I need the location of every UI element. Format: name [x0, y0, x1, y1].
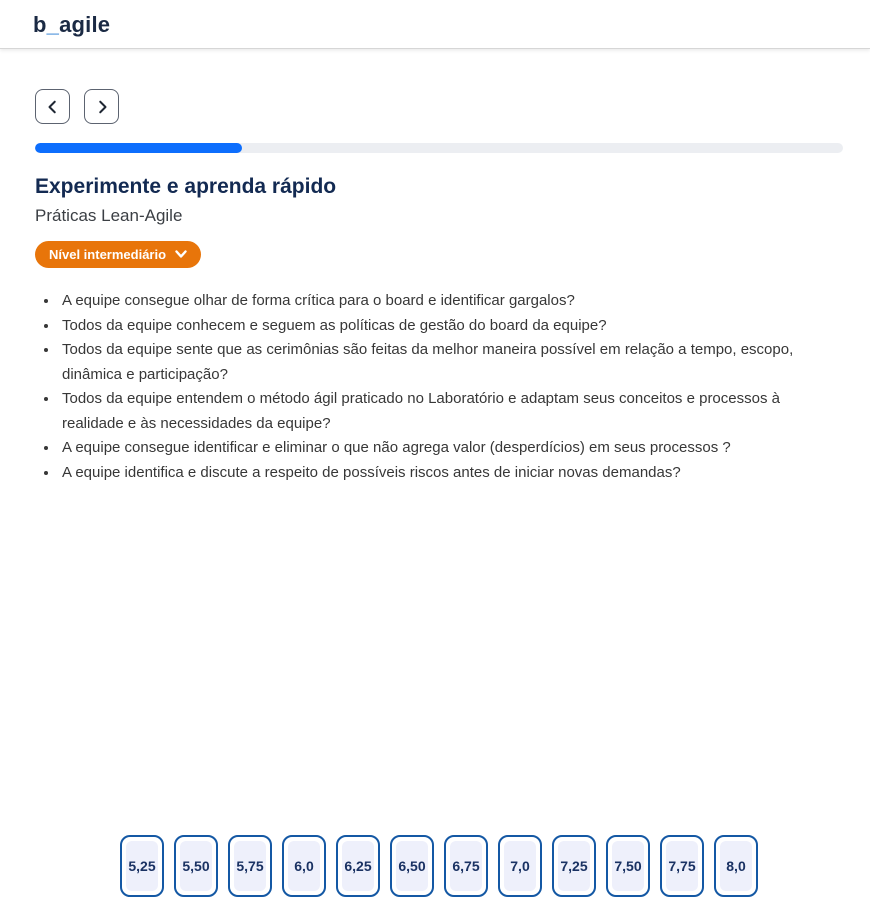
rating-option-value: 6,50 [396, 841, 428, 891]
rating-option-button[interactable] [444, 835, 488, 897]
chevron-down-icon [175, 250, 187, 259]
brand-logo [33, 12, 110, 37]
rating-option-value: 7,50 [612, 841, 644, 891]
progress-fill [35, 143, 242, 153]
rating-scale [35, 835, 843, 897]
chevron-right-icon [95, 100, 109, 114]
question-list [35, 289, 843, 485]
app-header [0, 0, 870, 49]
rating-option-value: 5,75 [234, 841, 266, 891]
rating-option-button[interactable] [498, 835, 542, 897]
rating-option-button[interactable] [228, 835, 272, 897]
rating-option-value: 8,0 [720, 841, 752, 891]
pagination-controls [35, 89, 843, 124]
rating-option-button[interactable] [174, 835, 218, 897]
rating-option-value: 5,50 [180, 841, 212, 891]
rating-option-value: 7,75 [666, 841, 698, 891]
previous-button[interactable] [35, 89, 70, 124]
question-item: • A equipe consegue olhar de forma crítica para o board e identificar gargalos? [59, 289, 843, 314]
next-button[interactable] [84, 89, 119, 124]
chevron-left-icon [46, 100, 60, 114]
rating-option-value: 6,25 [342, 841, 374, 891]
rating-option-value: 6,75 [450, 841, 482, 891]
rating-option-button[interactable] [336, 835, 380, 897]
rating-option-button[interactable] [714, 835, 758, 897]
rating-option-button[interactable] [282, 835, 326, 897]
question-item: • A equipe identifica e discute a respeito de possíveis riscos antes de iniciar novas demandas? [59, 461, 843, 486]
rating-option-button[interactable] [120, 835, 164, 897]
brand-logo-part2: agile [59, 12, 111, 37]
page-title: Experimente e aprenda rápido [35, 175, 337, 198]
level-badge[interactable] [35, 241, 201, 268]
rating-option-value: 7,25 [558, 841, 590, 891]
question-item: • Todos da equipe sente que as cerimônias são feitas da melhor maneira possível em relação a tempo, escopo, dinâmica e participação? [59, 338, 843, 387]
question-item: • Todos da equipe conhecem e seguem as políticas de gestão do board da equipe? [59, 314, 843, 339]
rating-option-button[interactable] [390, 835, 434, 897]
page-subtitle: Práticas Lean-Agile [35, 206, 183, 225]
level-badge-label: Nível intermediário [49, 247, 167, 262]
rating-option-button[interactable] [606, 835, 650, 897]
main-content [0, 49, 870, 897]
question-item: • Todos da equipe entendem o método ágil praticado no Laboratório e adaptam seus conceitos e processos à realidade e às necessidades da equipe? [59, 387, 843, 436]
brand-logo-part1: b [33, 12, 47, 37]
question-item: • A equipe consegue identificar e eliminar o que não agrega valor (desperdícios) em seus processos ? [59, 436, 843, 461]
rating-option-value: 6,0 [288, 841, 320, 891]
rating-option-value: 7,0 [504, 841, 536, 891]
brand-logo-underscore: _ [46, 12, 60, 37]
progress-bar [35, 143, 843, 153]
rating-option-value: 5,25 [126, 841, 158, 891]
rating-option-button[interactable] [660, 835, 704, 897]
rating-option-button[interactable] [552, 835, 596, 897]
